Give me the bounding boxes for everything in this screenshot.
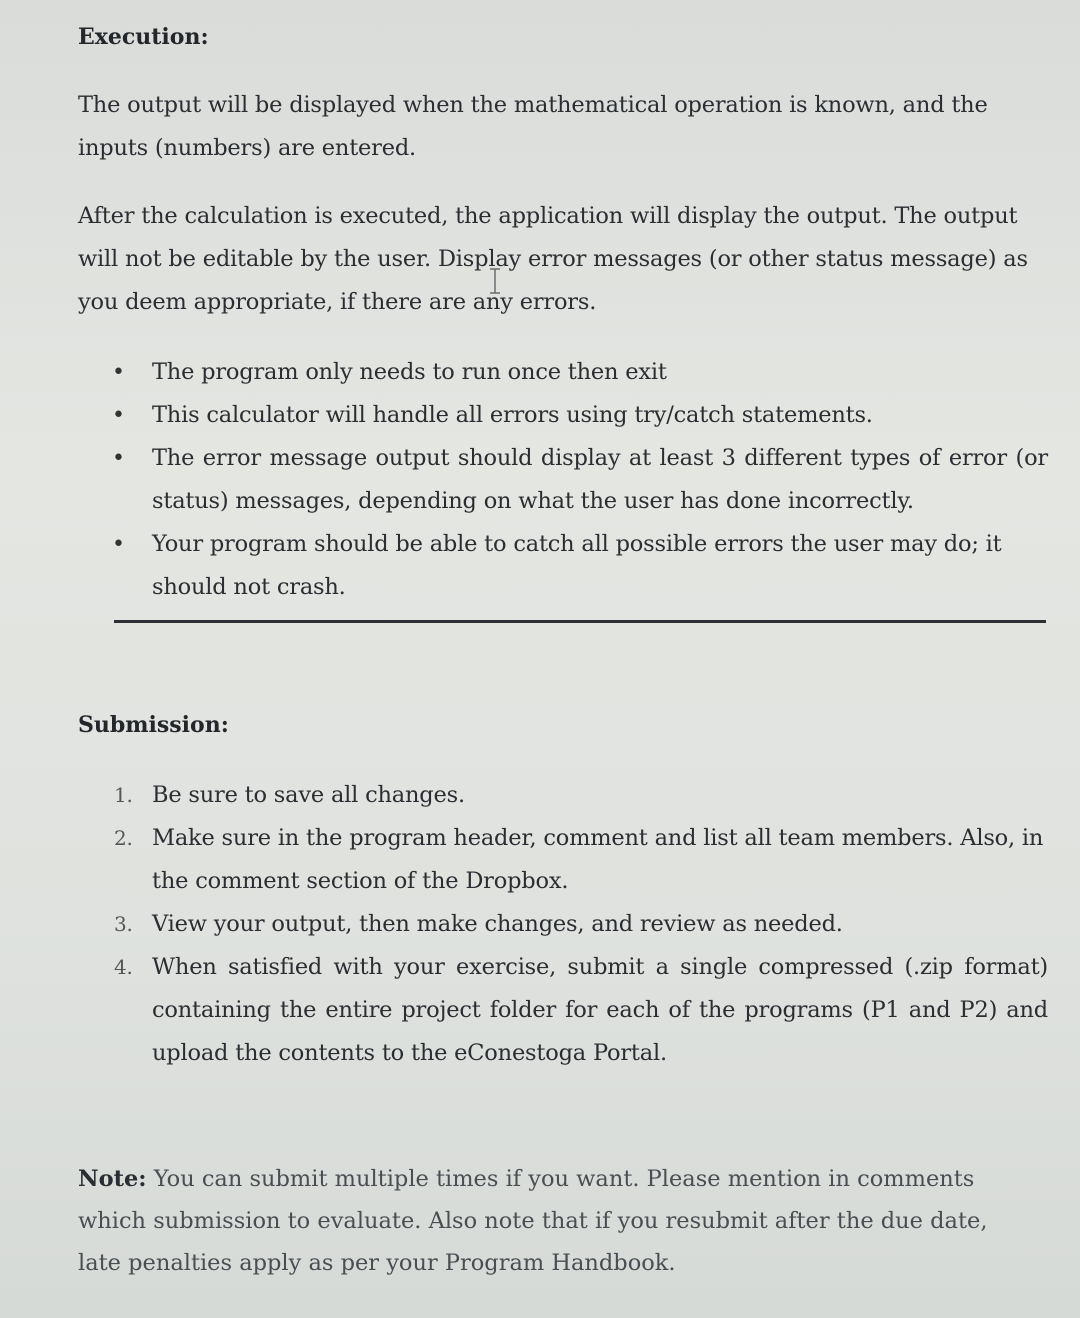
requirements-list (108, 351, 1048, 609)
list-item: • Your program should be able to catch all possible errors the user may do; it should not crash. (108, 523, 1048, 609)
list-item: • The program only needs to run once then exit (108, 351, 1048, 394)
list-item (108, 774, 1048, 817)
execution-heading: Execution: (78, 24, 209, 50)
step-number: 4. (114, 955, 133, 979)
list-item (108, 817, 1048, 903)
text-cursor-icon (488, 268, 502, 294)
step-number: 1. (114, 783, 133, 807)
submission-heading: Submission: (78, 712, 229, 738)
note-paragraph (78, 1158, 1028, 1284)
execution-paragraph-1: The output will be displayed when the mathematical operation is known, and the inputs (numbers) are entered. (78, 92, 988, 161)
list-item (108, 946, 1048, 1075)
list-item: • The error message output should display at least 3 different types of error (or status) messages, depending on what the user has done incorrectly. (108, 437, 1048, 523)
note-text: You can submit multiple times if you want. Please mention in comments which submission to evaluate. Also note that if you resubmit after the due date, late penalties apply as per your Program Handbook. (78, 1166, 988, 1276)
submission-steps (108, 774, 1048, 1075)
section-divider (114, 620, 1046, 623)
list-item: • This calculator will handle all errors using try/catch statements. (108, 394, 1048, 437)
execution-paragraph-2: After the calculation is executed, the application will display the output. The output will not be editable by the user. Display error messages (or other status message) as you deem appropriate, if there are any errors. (78, 203, 1028, 315)
step-text: When satisfied with your exercise, submit a single compressed (.zip format) containing the entire project folder for each of the programs (P1 and P2) and upload the contents to the eConestoga Portal. (152, 954, 1048, 1066)
step-text: Be sure to save all changes. (152, 782, 465, 808)
list-item (108, 903, 1048, 946)
step-text: View your output, then make changes, and review as needed. (152, 911, 843, 937)
step-number: 2. (114, 826, 133, 850)
step-number: 3. (114, 912, 133, 936)
step-text: Make sure in the program header, comment and list all team members. Also, in the comment section of the Dropbox. (152, 825, 1044, 894)
note-label: Note: (78, 1166, 147, 1192)
